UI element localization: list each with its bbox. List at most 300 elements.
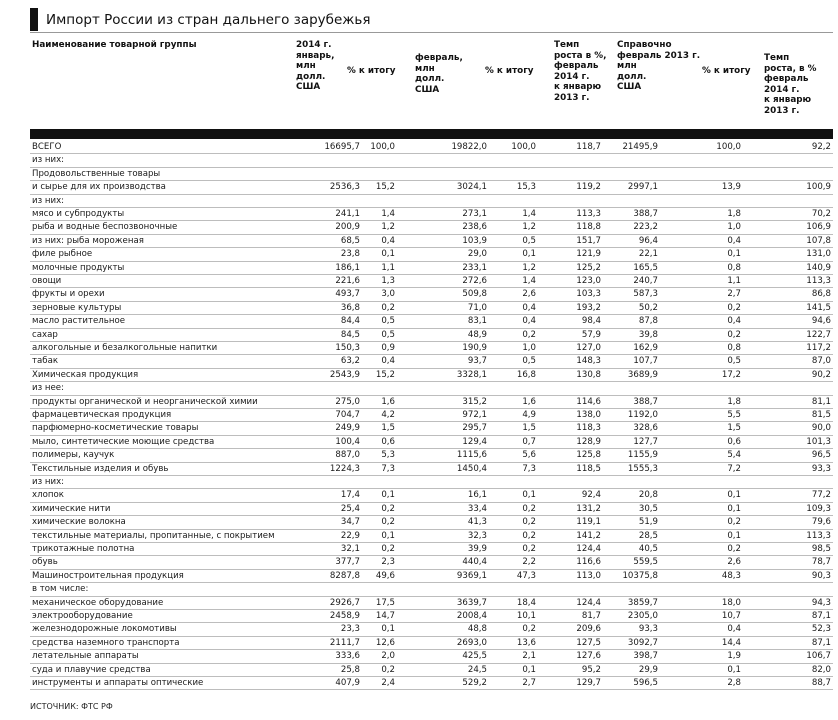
row-label: текстильные материалы, пропитанные, с покрытием: [32, 530, 275, 541]
row-label: летательные аппараты: [32, 651, 139, 662]
row-value: 113,3: [576, 209, 601, 219]
row-value: 0,1: [727, 503, 741, 514]
table-row: [30, 503, 833, 516]
row-value: 2543,9: [329, 369, 360, 380]
row-value: 5,3: [381, 450, 395, 461]
row-label: из них:: [32, 155, 65, 166]
header-ref-feb2013: Справочно февраль 2013 г. млн долл. США: [617, 40, 701, 92]
row-value: 125,8: [576, 450, 601, 461]
row-value: 148,3: [576, 356, 601, 367]
row-value: 0,1: [381, 249, 395, 260]
row-value: 221,6: [335, 276, 360, 286]
row-value: 425,5: [462, 651, 487, 662]
row-value: 2008,4: [456, 611, 487, 621]
row-value: 493,7: [335, 289, 360, 300]
header-feb: февраль, млн долл. США: [415, 53, 463, 95]
page-title: Импорт России из стран дальнего зарубежья: [46, 11, 371, 28]
row-value: 13,9: [721, 182, 741, 193]
row-value: 0,6: [727, 436, 741, 447]
row-value: 407,9: [335, 678, 360, 688]
row-value: 114,6: [576, 396, 601, 407]
row-value: 34,7: [340, 517, 360, 528]
row-value: 0,2: [727, 544, 741, 554]
header-jan2014: 2014 г. январь, млн долл. США: [296, 40, 335, 92]
table-row: [30, 355, 833, 368]
row-label: мясо и субпродукты: [32, 209, 125, 219]
row-label: химические волокна: [32, 517, 126, 528]
row-value: 223,2: [633, 222, 658, 233]
row-label: масло растительное: [32, 316, 126, 327]
row-value: 3639,7: [456, 597, 487, 608]
row-value: 2,4: [381, 678, 395, 688]
row-value: 0,2: [381, 544, 395, 554]
row-value: 1,5: [381, 423, 395, 434]
row-label: химические нити: [32, 503, 111, 514]
row-value: 3328,1: [456, 369, 487, 380]
table-row: [30, 637, 833, 650]
row-value: 22,1: [638, 249, 658, 260]
table-row: [30, 436, 833, 449]
row-value: 96,4: [638, 235, 658, 246]
table-row: [30, 623, 833, 636]
table-row: [30, 650, 833, 663]
row-label: филе рыбное: [32, 249, 93, 260]
row-value: 2536,3: [329, 182, 360, 193]
row-label: рыба и водные беспозвоночные: [32, 222, 178, 233]
row-value: 0,9: [381, 343, 395, 353]
row-value: 17,5: [375, 597, 395, 608]
row-value: 15,3: [516, 182, 536, 193]
table-row: [30, 168, 833, 181]
row-value: 116,6: [576, 557, 601, 568]
row-value: 39,8: [638, 329, 658, 340]
row-value: 0,6: [381, 436, 395, 447]
row-value: 241,1: [335, 209, 360, 219]
row-value: 18,0: [721, 597, 741, 608]
table-row: [30, 409, 833, 422]
row-value: 0,4: [381, 356, 395, 367]
table-row: [30, 543, 833, 556]
row-value: 68,5: [340, 235, 360, 246]
row-value: 121,9: [576, 249, 601, 260]
row-value: 16695,7: [324, 142, 360, 152]
row-value: 0,5: [522, 235, 536, 246]
row-value: 0,2: [522, 329, 536, 340]
table-row: [30, 235, 833, 248]
row-label: алкогольные и безалкогольные напитки: [32, 343, 218, 353]
row-value: 107,8: [806, 235, 831, 246]
row-value: 388,7: [633, 209, 658, 219]
table-row: [30, 570, 833, 583]
row-value: 1,5: [522, 423, 536, 434]
row-value: 100,4: [335, 436, 360, 447]
row-value: 84,5: [340, 329, 360, 340]
row-label: мыло, синтетические моющие средства: [32, 436, 215, 447]
row-value: 2,8: [727, 678, 741, 688]
row-label: Текстильные изделия и обувь: [32, 463, 169, 474]
row-value: 2,1: [522, 651, 536, 662]
row-value: 0,4: [522, 316, 536, 327]
row-value: 7,3: [522, 463, 536, 474]
row-value: 2,2: [522, 557, 536, 568]
row-value: 0,1: [727, 530, 741, 541]
row-value: 23,3: [340, 624, 360, 635]
row-value: 7,3: [381, 463, 395, 474]
header-divider: [30, 129, 833, 139]
row-label: из них:: [32, 477, 65, 487]
row-value: 587,3: [633, 289, 658, 300]
row-value: 0,2: [381, 517, 395, 528]
row-label: зерновые культуры: [32, 302, 122, 313]
row-value: 233,1: [462, 262, 487, 273]
table-row: [30, 315, 833, 328]
row-value: 1192,0: [627, 410, 658, 420]
table-row: [30, 329, 833, 342]
row-value: 127,7: [633, 436, 658, 447]
row-value: 28,5: [638, 530, 658, 541]
row-value: 509,8: [462, 289, 487, 300]
table-row: [30, 489, 833, 502]
row-value: 0,1: [381, 624, 395, 635]
table-row: [30, 248, 833, 261]
source-note: ИСТОЧНИК: ФТС РФ: [30, 702, 113, 711]
row-value: 93,7: [467, 356, 487, 367]
row-value: 240,7: [633, 276, 658, 286]
row-value: 0,2: [727, 517, 741, 528]
row-value: 0,2: [522, 530, 536, 541]
table-row: [30, 476, 833, 489]
row-value: 1,1: [727, 276, 741, 286]
row-value: 5,6: [522, 450, 536, 461]
title-bar: [30, 7, 833, 32]
row-value: 93,3: [811, 463, 831, 474]
table-row: [30, 463, 833, 476]
row-value: 2,7: [727, 289, 741, 300]
row-value: 117,2: [806, 343, 831, 353]
row-value: 1,9: [727, 651, 741, 662]
row-label: механическое оборудование: [32, 597, 164, 608]
row-value: 0,1: [381, 490, 395, 501]
table-row: [30, 396, 833, 409]
row-value: 150,3: [335, 343, 360, 353]
row-value: 209,6: [576, 624, 601, 635]
table-row: [30, 154, 833, 167]
row-value: 2693,0: [456, 637, 487, 648]
row-value: 17,4: [340, 490, 360, 501]
row-value: 129,4: [462, 436, 487, 447]
row-value: 151,7: [576, 235, 601, 246]
row-value: 90,0: [811, 423, 831, 434]
row-value: 12,6: [375, 637, 395, 648]
row-value: 18,4: [516, 597, 536, 608]
table-row: [30, 556, 833, 569]
row-value: 559,5: [633, 557, 658, 568]
row-value: 10,1: [516, 611, 536, 621]
row-value: 3024,1: [456, 182, 487, 193]
row-label: Химическая продукция: [32, 369, 139, 380]
row-value: 704,7: [335, 410, 360, 420]
row-value: 162,9: [633, 343, 658, 353]
row-value: 0,5: [381, 316, 395, 327]
row-value: 39,9: [467, 544, 487, 554]
row-value: 22,9: [340, 530, 360, 541]
row-value: 123,0: [576, 276, 601, 286]
row-value: 1,6: [522, 396, 536, 407]
row-value: 24,5: [467, 664, 487, 675]
row-value: 63,2: [340, 356, 360, 367]
row-label: обувь: [32, 557, 58, 568]
row-value: 0,8: [727, 262, 741, 273]
row-value: 8287,8: [329, 570, 360, 581]
row-label: в том числе:: [32, 584, 89, 595]
row-value: 0,7: [522, 436, 536, 447]
row-value: 1,6: [381, 396, 395, 407]
row-label: парфюмерно-косметические товары: [32, 423, 199, 434]
table-row: [30, 221, 833, 234]
row-value: 41,3: [467, 517, 487, 528]
row-value: 98,5: [811, 544, 831, 554]
table-row: [30, 342, 833, 355]
table-row: [30, 141, 833, 154]
row-value: 1,3: [381, 276, 395, 286]
row-value: 186,1: [335, 262, 360, 273]
row-value: 9369,1: [456, 570, 487, 581]
row-label: электрооборудование: [32, 611, 133, 621]
row-value: 92,4: [581, 490, 601, 501]
row-value: 100,0: [370, 142, 395, 152]
row-value: 21495,9: [622, 142, 658, 152]
row-value: 1,2: [522, 222, 536, 233]
row-value: 79,6: [811, 517, 831, 528]
row-value: 295,7: [462, 423, 487, 434]
row-value: 109,3: [806, 503, 831, 514]
row-value: 87,1: [811, 611, 831, 621]
row-value: 0,5: [727, 356, 741, 367]
row-value: 48,3: [721, 570, 741, 581]
table-row: [30, 597, 833, 610]
row-value: 103,9: [462, 235, 487, 246]
row-value: 165,5: [633, 262, 658, 273]
row-label: из нее:: [32, 383, 64, 394]
row-value: 972,1: [462, 410, 487, 420]
row-label: полимеры, каучук: [32, 450, 115, 461]
row-value: 93,3: [638, 624, 658, 635]
row-value: 3689,9: [627, 369, 658, 380]
row-label: железнодорожные локомотивы: [32, 624, 177, 635]
row-value: 106,7: [806, 651, 831, 662]
row-value: 0,2: [522, 503, 536, 514]
header-growth2: Темп роста, в % февраль 2014 г. к январю 2013 г.: [764, 53, 817, 116]
row-value: 0,4: [727, 235, 741, 246]
row-value: 138,0: [576, 410, 601, 420]
row-value: 388,7: [633, 396, 658, 407]
row-label: и сырье для их производства: [32, 182, 166, 193]
row-value: 78,7: [811, 557, 831, 568]
row-value: 122,7: [806, 329, 831, 340]
row-value: 124,4: [576, 597, 601, 608]
row-value: 0,1: [522, 249, 536, 260]
table-row: [30, 530, 833, 543]
row-value: 98,4: [581, 316, 601, 327]
row-value: 1,4: [381, 209, 395, 219]
row-value: 94,6: [811, 316, 831, 327]
row-label: хлопок: [32, 490, 64, 501]
header-pct3: % к итогу: [702, 66, 751, 76]
row-value: 14,7: [375, 611, 395, 621]
row-value: 0,4: [522, 302, 536, 313]
row-value: 5,5: [727, 410, 741, 420]
row-value: 118,3: [576, 423, 601, 434]
row-value: 7,2: [727, 463, 741, 474]
row-value: 127,0: [576, 343, 601, 353]
row-value: 1,5: [727, 423, 741, 434]
title-marker: [30, 8, 38, 31]
row-value: 0,1: [727, 490, 741, 501]
row-value: 103,3: [576, 289, 601, 300]
row-value: 131,2: [576, 503, 601, 514]
row-value: 52,3: [811, 624, 831, 635]
table-row: [30, 275, 833, 288]
row-value: 70,2: [811, 209, 831, 219]
row-value: 48,8: [467, 624, 487, 635]
row-value: 32,1: [340, 544, 360, 554]
row-value: 84,4: [340, 316, 360, 327]
row-value: 96,5: [811, 450, 831, 461]
row-value: 47,3: [516, 570, 536, 581]
row-value: 0,1: [727, 249, 741, 260]
row-value: 29,9: [638, 664, 658, 675]
row-value: 25,4: [340, 503, 360, 514]
row-value: 0,4: [381, 235, 395, 246]
row-value: 2997,1: [627, 182, 658, 193]
row-value: 0,2: [522, 517, 536, 528]
row-value: 87,0: [811, 356, 831, 367]
row-value: 32,3: [467, 530, 487, 541]
row-value: 0,8: [727, 343, 741, 353]
row-value: 29,0: [467, 249, 487, 260]
row-value: 0,2: [522, 624, 536, 635]
row-value: 2111,7: [329, 637, 360, 648]
row-value: 238,6: [462, 222, 487, 233]
table-row: [30, 288, 833, 301]
row-value: 113,3: [806, 276, 831, 286]
title-divider: [30, 32, 833, 33]
row-value: 1,0: [522, 343, 536, 353]
row-value: 16,1: [467, 490, 487, 501]
row-value: 48,9: [467, 329, 487, 340]
row-value: 81,7: [581, 611, 601, 621]
row-value: 20,8: [638, 490, 658, 501]
row-value: 1,2: [381, 222, 395, 233]
row-label: из них: рыба мороженая: [32, 235, 144, 246]
row-value: 0,1: [522, 490, 536, 501]
row-value: 107,7: [633, 356, 658, 367]
row-value: 2305,0: [627, 611, 658, 621]
row-value: 1,4: [522, 209, 536, 219]
row-label: ВСЕГО: [32, 142, 62, 152]
row-value: 440,4: [462, 557, 487, 568]
row-label: фармацевтическая продукция: [32, 410, 172, 420]
row-value: 3859,7: [627, 597, 658, 608]
table-row: [30, 382, 833, 395]
row-label: фрукты и орехи: [32, 289, 105, 300]
row-value: 377,7: [335, 557, 360, 568]
row-value: 81,1: [811, 396, 831, 407]
row-value: 1,1: [381, 262, 395, 273]
row-value: 30,5: [638, 503, 658, 514]
row-value: 5,4: [727, 450, 741, 461]
row-value: 125,2: [576, 262, 601, 273]
row-value: 2,6: [522, 289, 536, 300]
row-value: 0,2: [381, 664, 395, 675]
row-value: 2,7: [522, 678, 536, 688]
row-value: 1,8: [727, 209, 741, 219]
row-value: 40,5: [638, 544, 658, 554]
row-value: 127,5: [576, 637, 601, 648]
header-pct2: % к итогу: [485, 66, 534, 76]
row-value: 190,9: [462, 343, 487, 353]
table-row: [30, 449, 833, 462]
row-value: 82,0: [811, 664, 831, 675]
row-value: 1,2: [522, 262, 536, 273]
row-value: 15,2: [375, 369, 395, 380]
row-value: 118,7: [576, 142, 601, 152]
row-label: инструменты и аппараты оптические: [32, 678, 204, 688]
table-row: [30, 208, 833, 221]
row-value: 10375,8: [622, 570, 658, 581]
row-value: 127,6: [576, 651, 601, 662]
row-value: 100,0: [716, 142, 741, 152]
row-value: 398,7: [633, 651, 658, 662]
row-value: 315,2: [462, 396, 487, 407]
row-value: 0,2: [381, 503, 395, 514]
table-row: [30, 181, 833, 194]
row-value: 106,9: [806, 222, 831, 233]
row-value: 1450,4: [456, 463, 487, 474]
row-value: 130,8: [576, 369, 601, 380]
row-value: 1,8: [727, 396, 741, 407]
row-value: 124,4: [576, 544, 601, 554]
row-value: 328,6: [633, 423, 658, 434]
row-value: 87,1: [811, 637, 831, 648]
row-label: трикотажные полотна: [32, 544, 135, 554]
row-value: 51,9: [638, 517, 658, 528]
row-value: 272,6: [462, 276, 487, 286]
row-value: 1115,6: [456, 450, 487, 461]
table-row: [30, 583, 833, 596]
row-value: 10,7: [721, 611, 741, 621]
row-label: сахар: [32, 329, 58, 340]
row-value: 2,0: [381, 651, 395, 662]
table-row: [30, 610, 833, 623]
row-value: 86,8: [811, 289, 831, 300]
row-value: 57,9: [581, 329, 601, 340]
header-pct1: % к итогу: [347, 66, 396, 76]
row-value: 100,9: [806, 182, 831, 193]
row-value: 0,2: [727, 329, 741, 340]
table-row: [30, 195, 833, 208]
row-value: 887,0: [335, 450, 360, 461]
row-value: 88,7: [811, 678, 831, 688]
header-growth: Темп роста в %, февраль 2014 г. к январю 2013 г.: [554, 40, 607, 103]
row-value: 92,2: [811, 142, 831, 152]
row-value: 90,3: [811, 570, 831, 581]
row-value: 23,8: [340, 249, 360, 260]
row-value: 49,6: [375, 570, 395, 581]
row-value: 100,0: [511, 142, 536, 152]
row-value: 113,0: [576, 570, 601, 581]
row-value: 0,1: [727, 664, 741, 675]
